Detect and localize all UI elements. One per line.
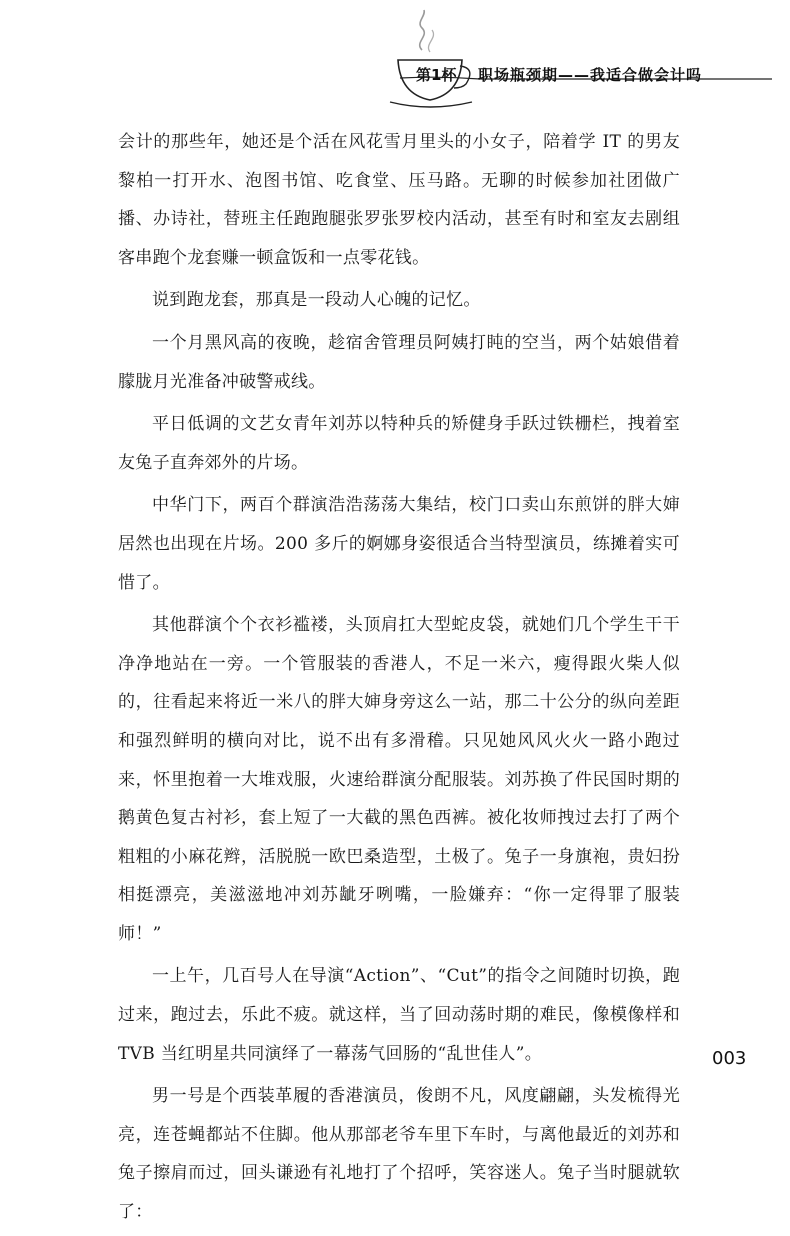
paragraph: 一个月黑风高的夜晚，趁宿舍管理员阿姨打盹的空当，两个姑娘借着朦胧月光准备冲破警戒线。 xyxy=(118,332,680,392)
chapter-title: 职场瓶颈期——我适合做会计吗 xyxy=(478,66,703,84)
paragraph: 平日低调的文艺女青年刘苏以特种兵的矫健身手跃过铁栅栏，拽着室友兔子直奔郊外的片场。 xyxy=(118,414,680,473)
paragraph: 中华门下，两百个群演浩浩荡荡大集结，校门口卖山东煎饼的胖大婶居然也出现在片场。200 多斤的婀娜身姿很适合当特型演员，练摊着实可惜了。 xyxy=(118,495,680,593)
coffee-cup-icon xyxy=(380,8,780,118)
paragraph: 会计的那些年，她还是个活在风花雪月里头的小女子，陪着学 IT 的男友黎柏一打开水、泡图书馆、吃食堂、压马路。无聊的时候参加社团做广播、办诗社，替班主任跑跑腿张罗张罗校内活动，甚至有时和室友去剧组客串跑个龙套赚一顿盒饭和一点零花钱。 xyxy=(118,132,680,268)
running-header xyxy=(380,8,780,118)
chapter-label: 第1杯 xyxy=(416,66,457,84)
paragraph: 说到跑龙套，那真是一段动人心魄的记忆。 xyxy=(152,290,481,311)
body-text xyxy=(118,123,680,1236)
page-number: 003 xyxy=(712,1048,747,1069)
paragraph: 其他群演个个衣衫褴褛，头顶肩扛大型蛇皮袋，就她们几个学生干干净净地站在一旁。一个管服装的香港人，不足一米六，瘦得跟火柴人似的，往看起来将近一米八的胖大婶身旁这么一站，那二十公分的纵向差距和强烈鲜明的横向对比，说不出有多滑稽。只见她风风火火一路小跑过来，怀里抱着一大堆戏服，火速给群演分配服装。刘苏换了件民国时期的鹅黄色复古衬衫，套上短了一大截的黑色西裤。被化妆师拽过去打了两个粗粗的小麻花辫，活脱脱一欧巴桑造型，土极了。兔子一身旗袍，贵妇扮相挺漂亮，美滋滋地冲刘苏龇牙咧嘴，一脸嫌弃：“你一定得罪了服装师！” xyxy=(118,615,680,944)
paragraph: 男一号是个西装革履的香港演员，俊朗不凡，风度翩翩，头发梳得光亮，连苍蝇都站不住脚。他从那部老爷车里下车时，与离他最近的刘苏和兔子擦肩而过，回头谦逊有礼地打了个招呼，笑容迷人。兔子当时腿就软了： xyxy=(118,1086,680,1223)
paragraph: 一上午，几百号人在导演“Action”、“Cut”的指令之间随时切换，跑过来，跑过去，乐此不疲。就这样，当了回动荡时期的难民，像模像样和 TVB 当红明星共同演绎了一幕荡气回肠的“乱世佳人”。 xyxy=(118,966,680,1064)
